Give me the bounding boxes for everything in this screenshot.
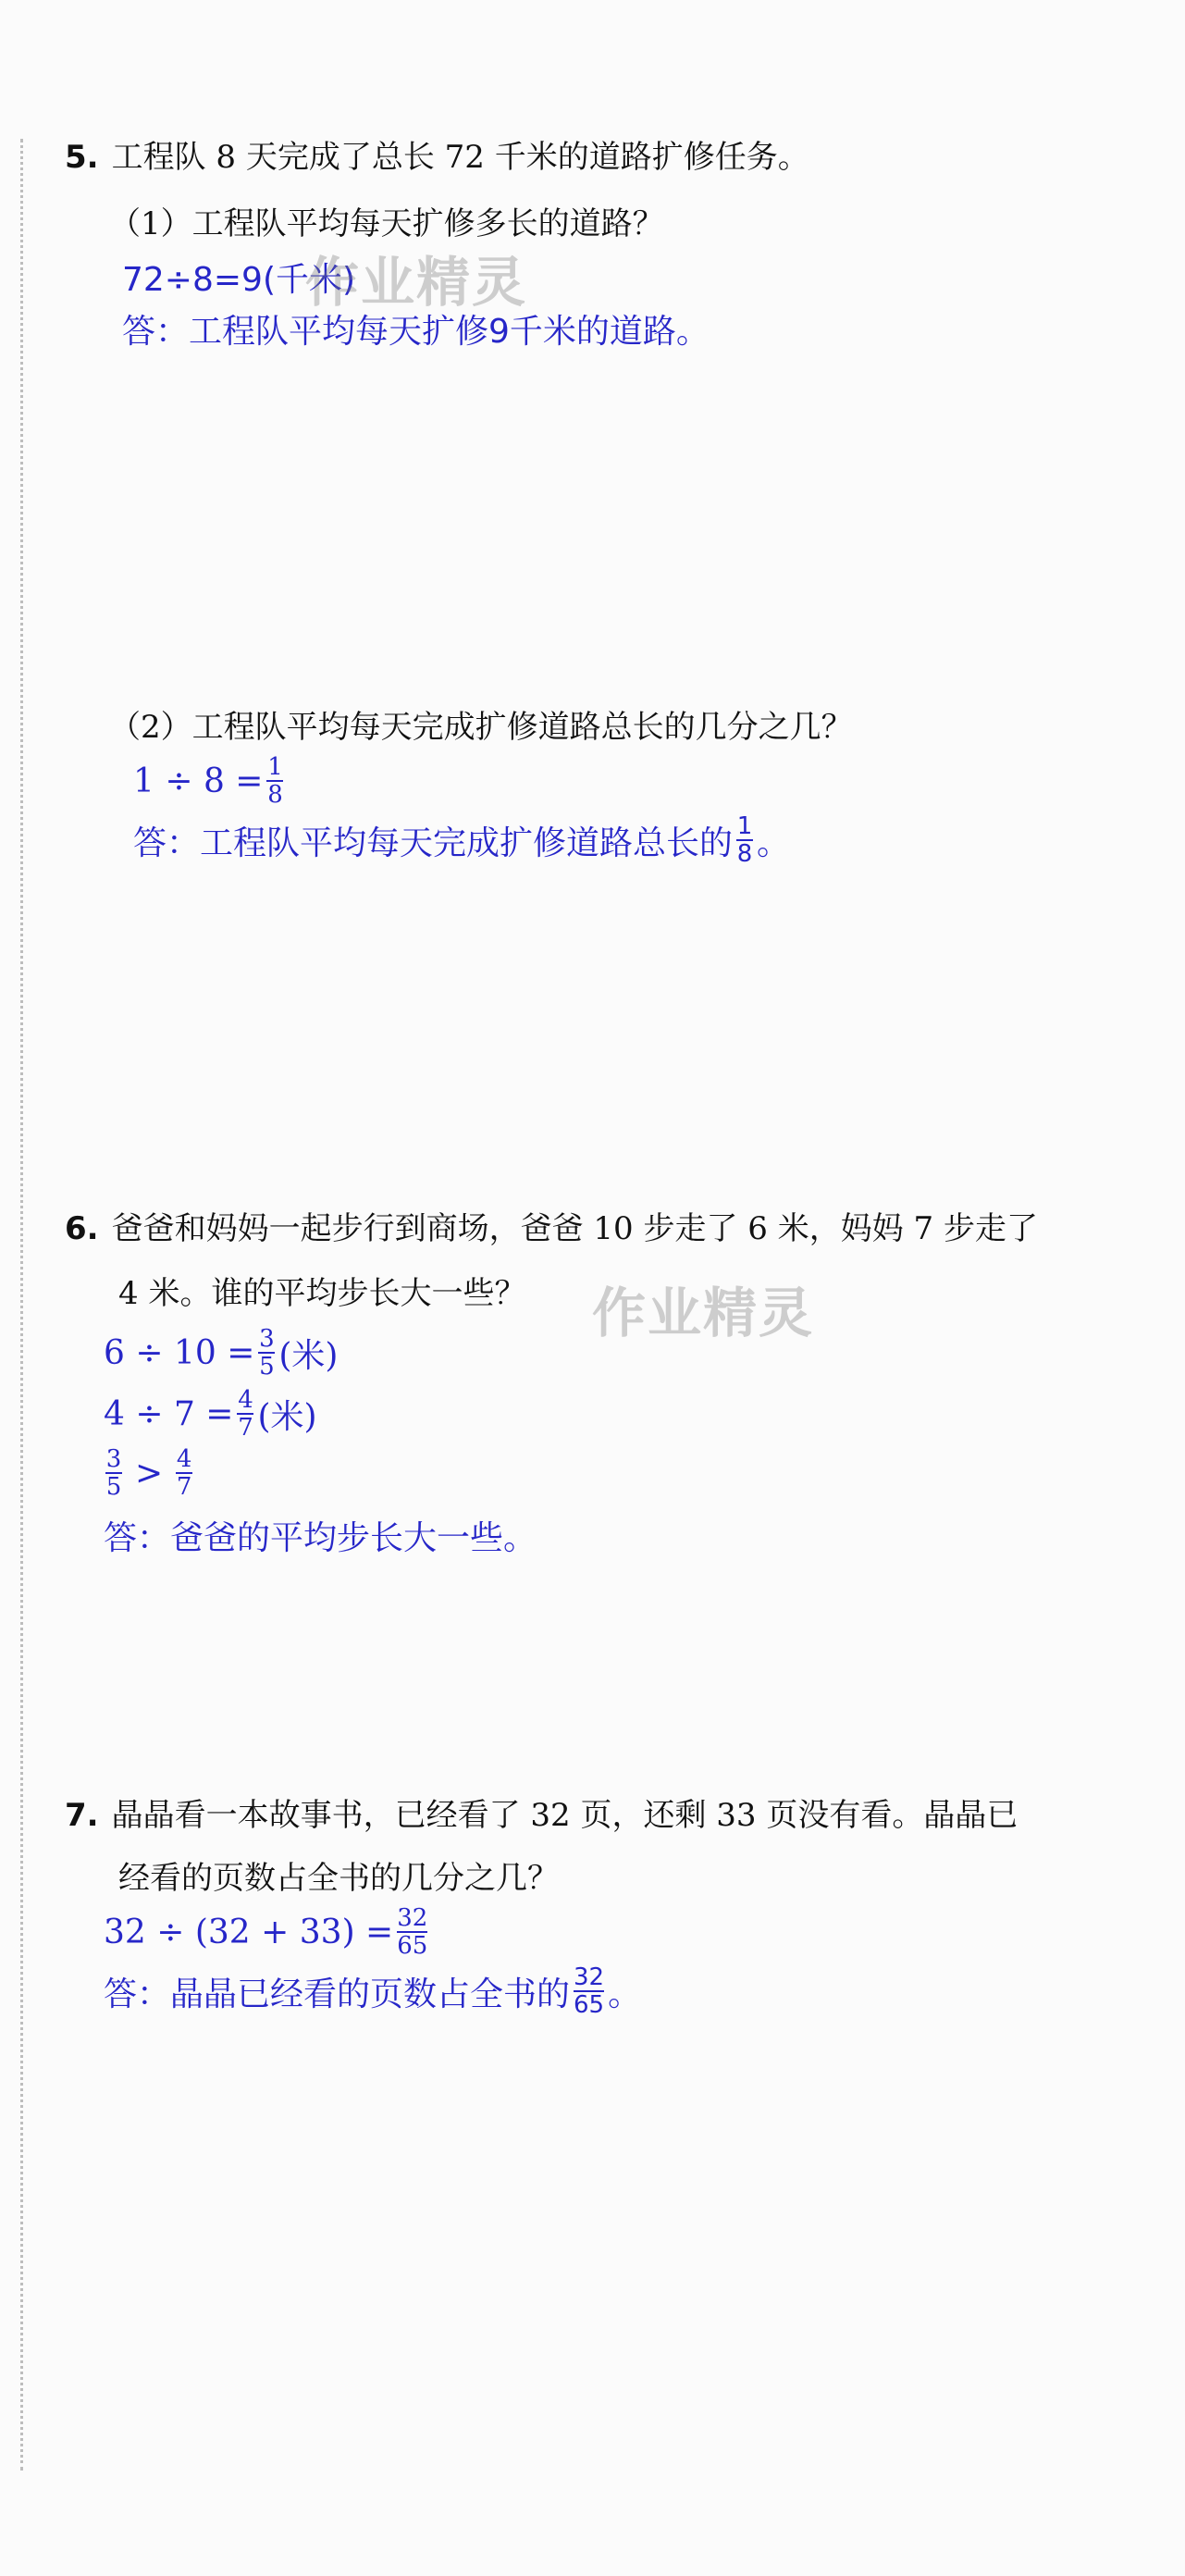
- q5-part1-answer: 答：工程队平均每天扩修9千米的道路。: [122, 313, 710, 351]
- denominator: 8: [736, 840, 753, 868]
- q5-part1-work: 72÷8=9(千米): [122, 261, 356, 299]
- q7-answer: [104, 1965, 641, 2017]
- numerator: 4: [238, 1386, 253, 1414]
- denominator: 65: [397, 1932, 428, 1960]
- fraction: [105, 1447, 122, 1499]
- question-5: [65, 133, 809, 181]
- fraction: [258, 1327, 275, 1379]
- denominator: 5: [105, 1473, 122, 1501]
- q6-work-2: [104, 1388, 317, 1440]
- answer-prefix: 答：晶晶已经看的页数占全书的: [104, 1975, 571, 2013]
- equation-left: 4 ÷ 7 =: [104, 1394, 234, 1433]
- fraction: [266, 755, 283, 807]
- unit: (米): [278, 1336, 339, 1375]
- question-number: 7.: [65, 1797, 99, 1834]
- fraction: [574, 1965, 604, 2017]
- q5-part2-answer: [133, 814, 790, 866]
- denominator: 7: [238, 1414, 253, 1442]
- numerator: 32: [397, 1904, 428, 1932]
- answer-suffix: 。: [757, 824, 791, 862]
- watermark: 作业精灵: [305, 251, 528, 314]
- fraction: [176, 1447, 192, 1499]
- numerator: 3: [105, 1445, 122, 1473]
- question-text: 工程队 8 天完成了总长 72 千米的道路扩修任务。: [111, 139, 809, 176]
- equation-left: 1 ÷ 8 =: [133, 762, 264, 800]
- q6-work-1: [104, 1327, 338, 1379]
- question-7-line2: 经看的页数占全书的几分之几？: [118, 1860, 559, 1897]
- answer-prefix: 答：工程队平均每天完成扩修道路总长的: [133, 824, 734, 862]
- comparison-operator: >: [135, 1454, 164, 1492]
- q6-comparison: [102, 1447, 196, 1499]
- question-7: [65, 1791, 1018, 1839]
- fraction: [237, 1388, 253, 1440]
- equation-left: 32 ÷ (32 + 33) =: [104, 1913, 394, 1951]
- numerator: 32: [574, 1963, 605, 1991]
- denominator: 65: [574, 1991, 605, 2019]
- numerator: 1: [736, 812, 753, 840]
- watermark: 作业精灵: [592, 1282, 815, 1344]
- unit: (米): [257, 1397, 317, 1436]
- question-text-line1: 爸爸和妈妈一起步行到商场，爸爸 10 步走了 6 米，妈妈 7 步走了: [111, 1210, 1038, 1247]
- q7-work: [104, 1906, 431, 1958]
- question-6: [65, 1205, 1038, 1253]
- equation-left: 6 ÷ 10 =: [104, 1333, 255, 1372]
- question-6-line2: 4 米。谁的平均步长大一些？: [118, 1275, 526, 1312]
- numerator: 1: [267, 753, 283, 781]
- question-number: 6.: [65, 1210, 99, 1247]
- denominator: 8: [267, 781, 283, 809]
- answer-suffix: 。: [608, 1975, 642, 2013]
- fraction: [397, 1906, 427, 1958]
- denominator: 5: [259, 1353, 275, 1381]
- q5-part1-question: （1）工程队平均每天扩修多长的道路？: [109, 205, 664, 242]
- question-number: 5.: [65, 139, 99, 176]
- numerator: 3: [259, 1325, 275, 1353]
- fraction: [736, 814, 753, 866]
- denominator: 7: [176, 1473, 192, 1501]
- question-text-line1: 晶晶看一本故事书，已经看了 32 页，还剩 33 页没有看。晶晶已: [111, 1797, 1018, 1834]
- q5-part2-question: （2）工程队平均每天完成扩修道路总长的几分之几？: [109, 709, 853, 746]
- q6-answer: 答：爸爸的平均步长大一些。: [104, 1519, 537, 1557]
- q5-part2-work: [133, 755, 287, 807]
- binding-margin-line: [20, 139, 23, 2471]
- numerator: 4: [176, 1445, 192, 1473]
